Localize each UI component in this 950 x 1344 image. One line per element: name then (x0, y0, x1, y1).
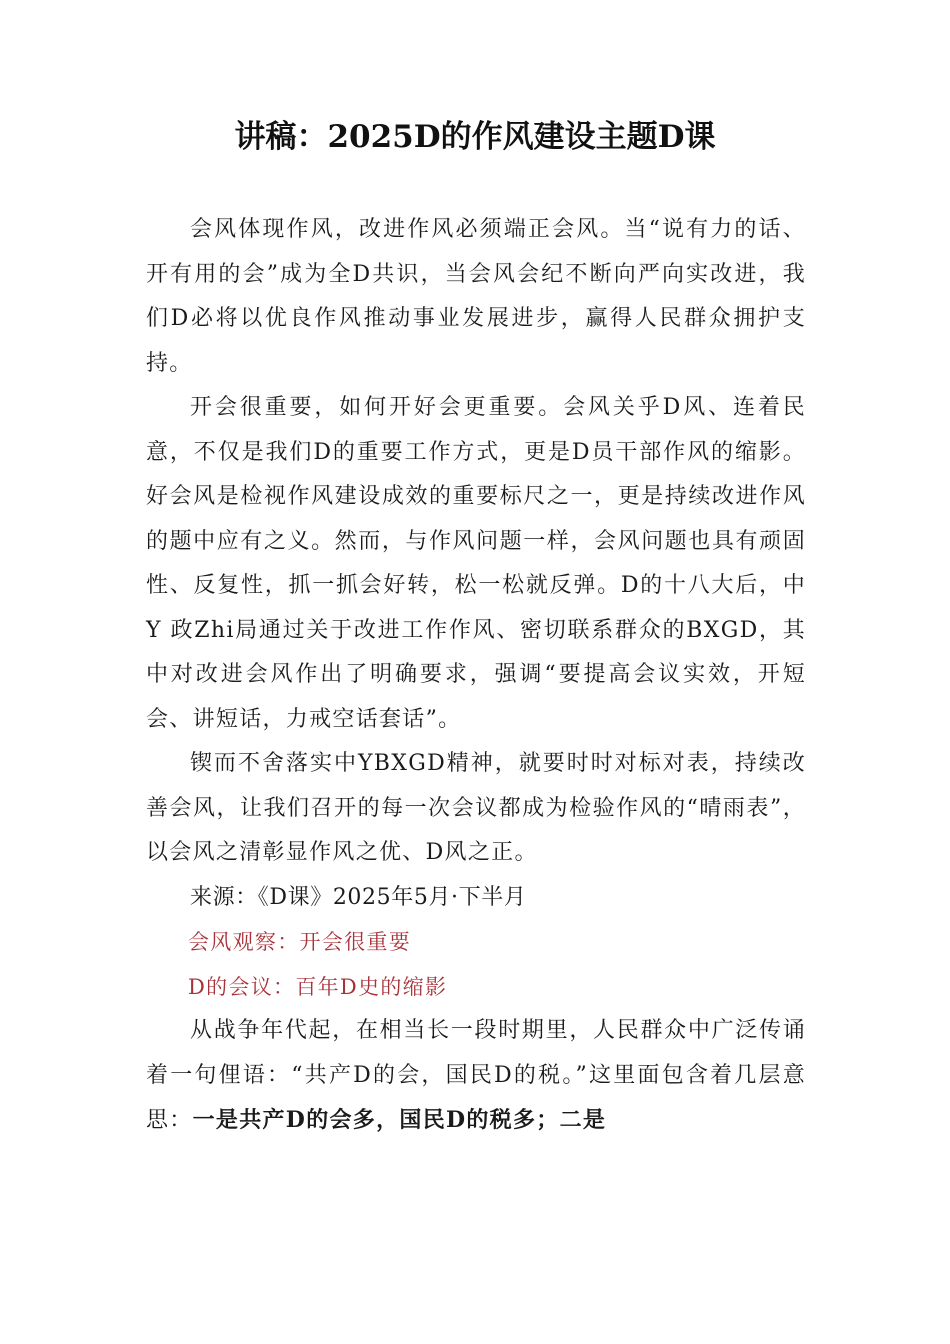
paragraph-implement-spirit: 锲而不舍落实中YBXGD精神，就要时时对标对表，持续改善会风，让我们召开的每一次会议都成为检验作风的“晴雨表”，以会风之清彰显作风之优、D风之正。 (146, 751, 806, 865)
paragraph-war-years-emphasis: 一是共产D的会多，国民D的税多；二是 (192, 1107, 607, 1133)
document-body (146, 208, 806, 1144)
paragraph-importance-of-meetings: 开会很重要，如何开好会更重要。会风关乎D风、连着民意，不仅是我们D的重要工作方式，更是D员干部作风的缩影。好会风是检视作风建设成效的重要标尺之一，更是持续改进作风的题中应有之义。然而，与作风问题一样，会风问题也具有顽固性、反复性，抓一抓会好转，松一松就反弹。D的十八大后，中Y 政Zhi局通过关于改进工作作风、密切联系群众的BXGD，其中对改进会风作出了明确要求，强调“要提高会议实效，开短会、讲短话，力戒空话套话”。 (146, 395, 806, 732)
paragraph-war-years (146, 1009, 806, 1144)
source-line: 来源：《D课》2025年5月·下半月 (190, 884, 527, 910)
paragraph-meeting-style: 会风体现作风，改进作风必须端正会风。当“说有力的话、开有用的会”成为全D共识，当会风会纪不断向严向实改进，我们D必将以优良作风推动事业发展进步，赢得人民群众拥护支持。 (146, 217, 806, 376)
section-heading-party-meetings: D的会议：百年D史的缩影 (188, 974, 448, 999)
document-title: 讲稿：2025D的作风建设主题D课 (234, 119, 716, 155)
paragraph-war-years-text: 从战争年代起，在相当长一段时期里，人民群众中广泛传诵着一句俚语：“共产D的会，国民D的税。”这里面包含着几层意思： (146, 1018, 806, 1133)
section-heading-meeting-observation: 会风观察：开会很重要 (188, 930, 411, 954)
